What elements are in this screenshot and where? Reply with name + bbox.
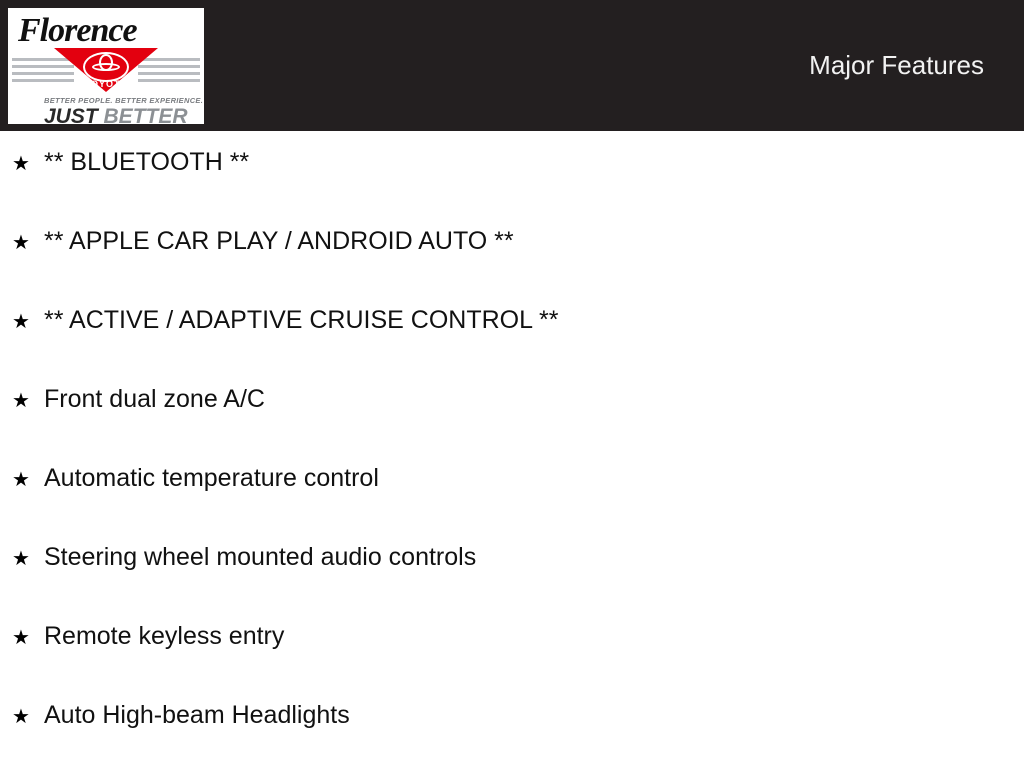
toyota-wordmark: TOYOTA — [84, 79, 128, 89]
dealer-slogan — [44, 105, 188, 124]
page-header — [0, 0, 1024, 131]
star-bullet-icon: ★ — [12, 627, 30, 649]
feature-label: Auto High-beam Headlights — [44, 701, 350, 729]
feature-label: Steering wheel mounted audio controls — [44, 543, 477, 571]
feature-label: ** APPLE CAR PLAY / ANDROID AUTO ** — [44, 227, 514, 255]
list-item — [0, 544, 1024, 623]
toyota-emblem-icon — [83, 52, 129, 82]
major-features-list — [0, 131, 1024, 781]
feature-label: Automatic temperature control — [44, 464, 379, 492]
page-title: Major Features — [809, 50, 984, 80]
dealer-logo-inner — [8, 8, 204, 124]
star-bullet-icon: ★ — [12, 153, 30, 175]
feature-label: ** BLUETOOTH ** — [44, 148, 250, 176]
list-item — [0, 386, 1024, 465]
star-bullet-icon: ★ — [12, 706, 30, 728]
feature-label: Remote keyless entry — [44, 622, 285, 650]
list-item — [0, 465, 1024, 544]
list-item — [0, 307, 1024, 386]
star-bullet-icon: ★ — [12, 232, 30, 254]
list-item — [0, 702, 1024, 781]
dealer-slogan-part2: BETTER — [103, 105, 188, 124]
dealer-logo — [8, 8, 204, 124]
star-bullet-icon: ★ — [12, 548, 30, 570]
dealer-slogan-part1: JUST — [44, 105, 104, 124]
feature-label: ** ACTIVE / ADAPTIVE CRUISE CONTROL ** — [44, 306, 559, 334]
list-item — [0, 623, 1024, 702]
star-bullet-icon: ★ — [12, 390, 30, 412]
feature-label: Front dual zone A/C — [44, 385, 265, 413]
star-bullet-icon: ★ — [12, 311, 30, 333]
list-item — [0, 228, 1024, 307]
list-item — [0, 149, 1024, 228]
dealer-name-script: Florence — [18, 12, 137, 49]
star-bullet-icon: ★ — [12, 469, 30, 491]
dealer-tagline: BETTER PEOPLE. BETTER EXPERIENCE. — [44, 96, 204, 105]
